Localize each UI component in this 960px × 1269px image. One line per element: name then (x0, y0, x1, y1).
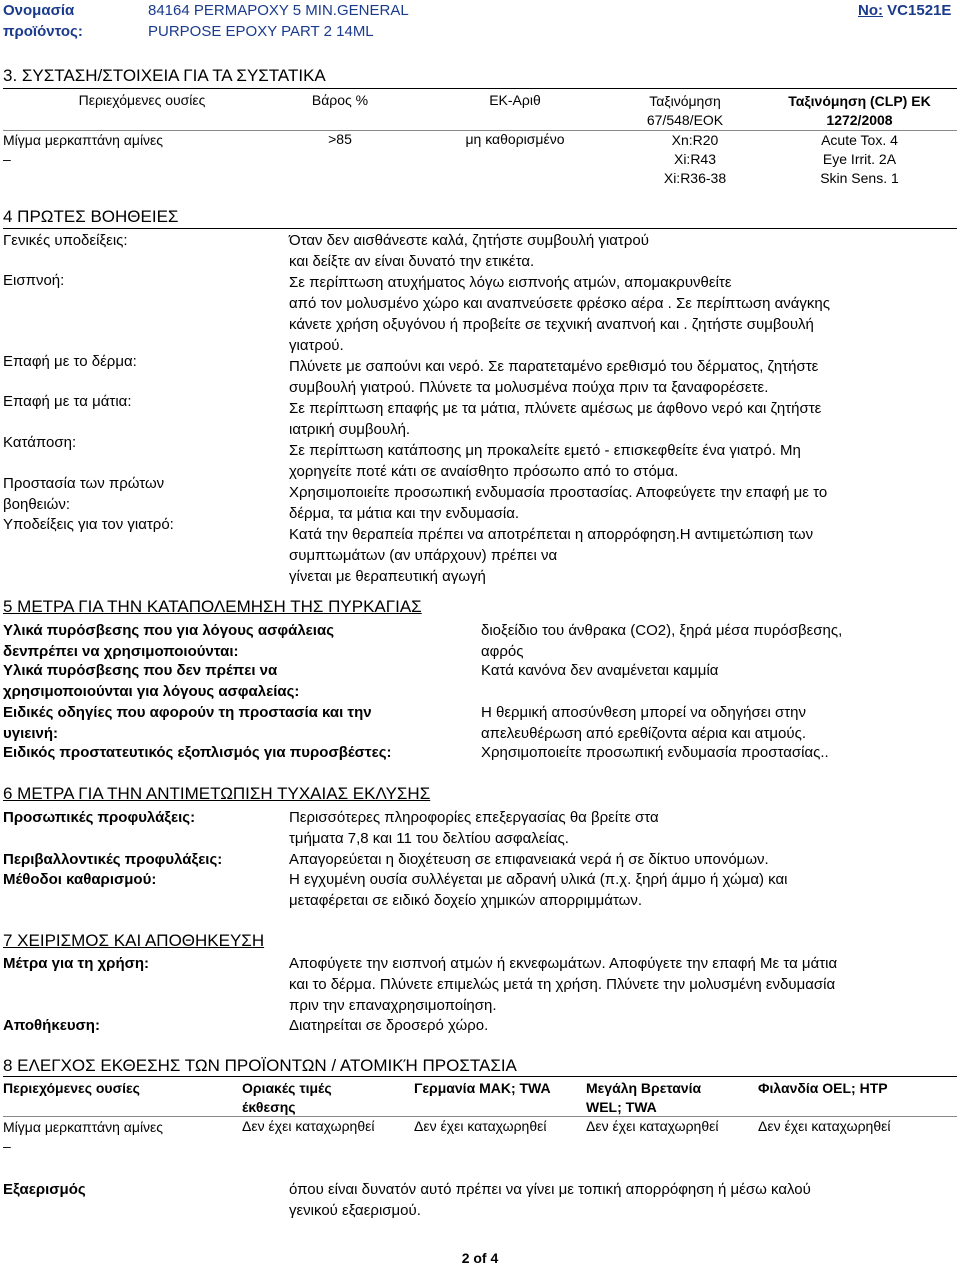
label-handling: Μέτρα για τη χρήση: (3, 955, 150, 972)
table-cell-classification: Xn:R20 Xi:R43 Xi:R36-38 (663, 132, 727, 186)
product-name-value: 84164 PERMAPOXY 5 MIN.GENERAL PURPOSE EPOXY PART 2 14ML (148, 2, 409, 40)
table-cell-weight: >85 (328, 131, 352, 147)
section-7-title: 7 ΧΕΙΡΙΣΜΟΣ ΚΑΙ ΑΠΟΘΗΚΕΥΣΗ (3, 931, 265, 950)
label-ventilation: Εξαερισμός (3, 1181, 86, 1198)
col-header-finland: Φιλανδία OEL; HTP (758, 1080, 888, 1096)
value-suitable-media: διοξείδιο του άνθρακα (CO2), ξηρά μέσα πυρόσβεσης, αφρός (481, 622, 843, 660)
table-row-substance: Μίγμα μερκαπτάνη αμίνες – (3, 132, 164, 167)
value-storage: Διατηρείται σε δροσερό χώρο. (289, 1017, 489, 1034)
table-cell-ec: μη καθορισμένο (465, 131, 565, 147)
page-number: 2 of 4 (461, 1250, 499, 1266)
value-firefighter-equipment: Χρησιμοποιείτε προσωπική ενδυμασία προστασίας.. (481, 744, 829, 761)
label-cleaning-methods: Μέθοδοι καθαρισμού: (3, 871, 157, 888)
label-eyes: Επαφή με τα μάτια: (3, 393, 132, 410)
product-name-label: Ονομασία προϊόντος: (3, 2, 83, 40)
col-header-classification: Ταξινόμηση 67/548/ΕΟΚ (646, 93, 724, 128)
divider (3, 228, 957, 229)
table-row-substance: Μίγμα μερκαπτάνη αμίνες – (3, 1119, 164, 1154)
col-header-substances: Περιεχόμενες ουσίες (3, 1080, 140, 1096)
label-unsuitable-media: Υλικά πυρόσβεσης που δεν πρέπει να χρησιμοποιούνται για λόγους ασφαλείας: (3, 662, 300, 700)
value-personal-precautions: Περισσότερες πληροφορίες επεξεργασίας θα βρείτε στα τμήματα 7,8 και 11 του δελτίου ασφαλείας. (289, 809, 659, 847)
label-storage: Αποθήκευση: (3, 1017, 100, 1034)
col-header-uk: Μεγάλη Βρετανία WEL; TWA (586, 1080, 702, 1115)
label-firefighter-equipment: Ειδικός προστατευτικός εξοπλισμός για πυροσβέστες: (3, 744, 392, 761)
table-cell-finland: Δεν έχει καταχωρηθεί (758, 1118, 891, 1134)
label-inhalation: Εισπνοή: (3, 272, 65, 289)
col-header-substances: Περιεχόμενες ουσίες (78, 92, 206, 108)
section-8-title: 8 ΕΛΕΓΧΟΣ ΕΚΘΕΣΗΣ ΤΩΝ ΠΡΟΪΟΝΤΩΝ / ΑΤΟΜΙΚΉ ΠΡΟΣΤΑΣΙΑ (3, 1056, 517, 1075)
label-environmental-precautions: Περιβαλλοντικές προφυλάξεις: (3, 851, 223, 868)
table-cell-germany: Δεν έχει καταχωρηθεί (414, 1118, 547, 1134)
table-cell-uk: Δεν έχει καταχωρηθεί (586, 1118, 719, 1134)
col-header-germany: Γερμανία ΜΑΚ; TWA (414, 1080, 551, 1096)
label-skin: Επαφή με το δέρμα: (3, 353, 137, 370)
document-number: No: VC1521E (858, 2, 952, 19)
label-suitable-media: Υλικά πυρόσβεσης που για λόγους ασφάλειας δενπρέπει να χρησιμοποιούνται: (3, 622, 334, 660)
value-environmental-precautions: Απαγορεύεται η διοχέτευση σε επιφανειακά νερά ή σε δίκτυο υπονόμων. (289, 851, 769, 868)
col-header-clp: Ταξινόμηση (CLP) ΕΚ 1272/2008 (788, 93, 931, 128)
value-special-instructions: Η θερμική αποσύνθεση μπορεί να οδηγήσει στην απελευθέρωση από ερεθίζοντα αέρια και ατμούς. (481, 704, 806, 742)
value-cleaning-methods: Η εγχυμένη ουσία συλλέγεται με αδρανή υλικά (π.χ. ξηρή άμμο ή χώμα) και μεταφέρεται σε ειδικό δοχείο χημικών απορριμμάτων. (289, 871, 788, 909)
label-protection: Προστασία των πρώτων βοηθειών: (3, 475, 165, 513)
section-6-title: 6 ΜΕΤΡΑ ΓΙΑ ΤΗΝ ΑΝΤΙΜΕΤΩΠΙΣΗ ΤΥΧΑΙΑΣ ΕΚΛΥΣΗΣ (3, 784, 431, 803)
col-header-ec: ΕΚ-Αριθ (489, 92, 541, 108)
label-doctor: Υποδείξεις για τον γιατρό: (3, 516, 174, 533)
divider (3, 1076, 957, 1077)
table-cell-clp: Acute Tox. 4 Eye Irrit. 2A Skin Sens. 1 (820, 132, 899, 186)
section-5-title: 5 ΜΕΤΡΑ ΓΙΑ ΤΗΝ ΚΑΤΑΠΟΛΕΜΗΣΗ ΤΗΣ ΠΥΡΚΑΓΙΑΣ (3, 597, 422, 616)
col-header-weight: Βάρος % (311, 92, 369, 108)
value-unsuitable-media: Κατά κανόνα δεν αναμένεται καμμία (481, 662, 719, 679)
table-cell-limits: Δεν έχει καταχωρηθεί (242, 1118, 375, 1134)
col-header-limits: Οριακές τιμές έκθεσης (242, 1080, 332, 1115)
label-personal-precautions: Προσωπικές προφυλάξεις: (3, 809, 196, 826)
text-general: Όταν δεν αισθάνεστε καλά, ζητήστε συμβουλή γιατρού και δείξτε αν είναι δυνατό την ετικέτα. Σε περίπτωση ατυχήματος λόγω εισπνοής ατμών, απομακρυνθείτε από τον μολυσμένο χώρο και αναπνεύσετε φρέσκο αέρα . Σε περίπτωση ανάγκης κάνετε χρήση οξυγόνου ή προβείτε σε τεχνική αναπνοή και . ζητήστε συμβουλή γιατρού. Πλύνετε με σαπούνι και νερό. Σε παρατεταμένο ερεθισμό του δέρματος, ζητήστε συμβουλή γιατρού. Πλύνετε τα μολυσμένα πούχα πριν τα ξαναφορέσετε. Σε περίπτωση επαφής με τα μάτια, πλύνετε αμέσως με άφθονο νερό και ζητήστε ιατρική συμβουλή. Σε περίπτωση κατάποσης μη προκαλείτε εμετό - επισκεφθείτε ένα γιατρό. Μη χορηγείτε ποτέ κάτι σε αναίσθητο πρόσωπο από το στόμα. Χρησιμοποιείτε προσωπική ενδυμασία προστασίας. Αποφεύγετε την επαφή με το δέρμα, τα μάτια και την ενδυμασία. Κατά την θεραπεία πρέπει να αποτρέπεται η απορρόφηση.Η αντιμετώπιση των συμπτωμάτων (αν υπάρχουν) πρέπει να γίνεται με θεραπευτική αγωγή (289, 232, 830, 585)
divider (3, 1116, 957, 1117)
divider (3, 88, 957, 89)
label-special-instructions: Ειδικές οδηγίες που αφορούν τη προστασία και την υγιεινή: (3, 704, 372, 742)
label-general: Γενικές υποδείξεις: (3, 232, 128, 249)
value-ventilation: όπου είναι δυνατόν αυτό πρέπει να γίνει με τοπική απορρόφηση ή μέσω καλού γενικού εξαερισμού. (289, 1181, 811, 1219)
section-4-title: 4 ΠΡΩΤΕΣ ΒΟΗΘΕΙΕΣ (3, 207, 179, 226)
label-ingestion: Κατάποση: (3, 434, 77, 451)
value-handling: Αποφύγετε την εισπνοή ατμών ή εκνεφωμάτων. Αποφύγετε την επαφή Με τα μάτια και το δέρμα. Πλύνετε επιμελώς μετά τη χρήση. Πλύνετε την μολυσμένη ενδυμασία πριν την επαναχρησιμοποίηση. (289, 955, 838, 1014)
section-3-title: 3. ΣΥΣΤΑΣΗ/ΣΤΟΙΧΕΙΑ ΓΙΑ ΤΑ ΣΥΣΤΑΤΙΚΑ (3, 66, 326, 85)
